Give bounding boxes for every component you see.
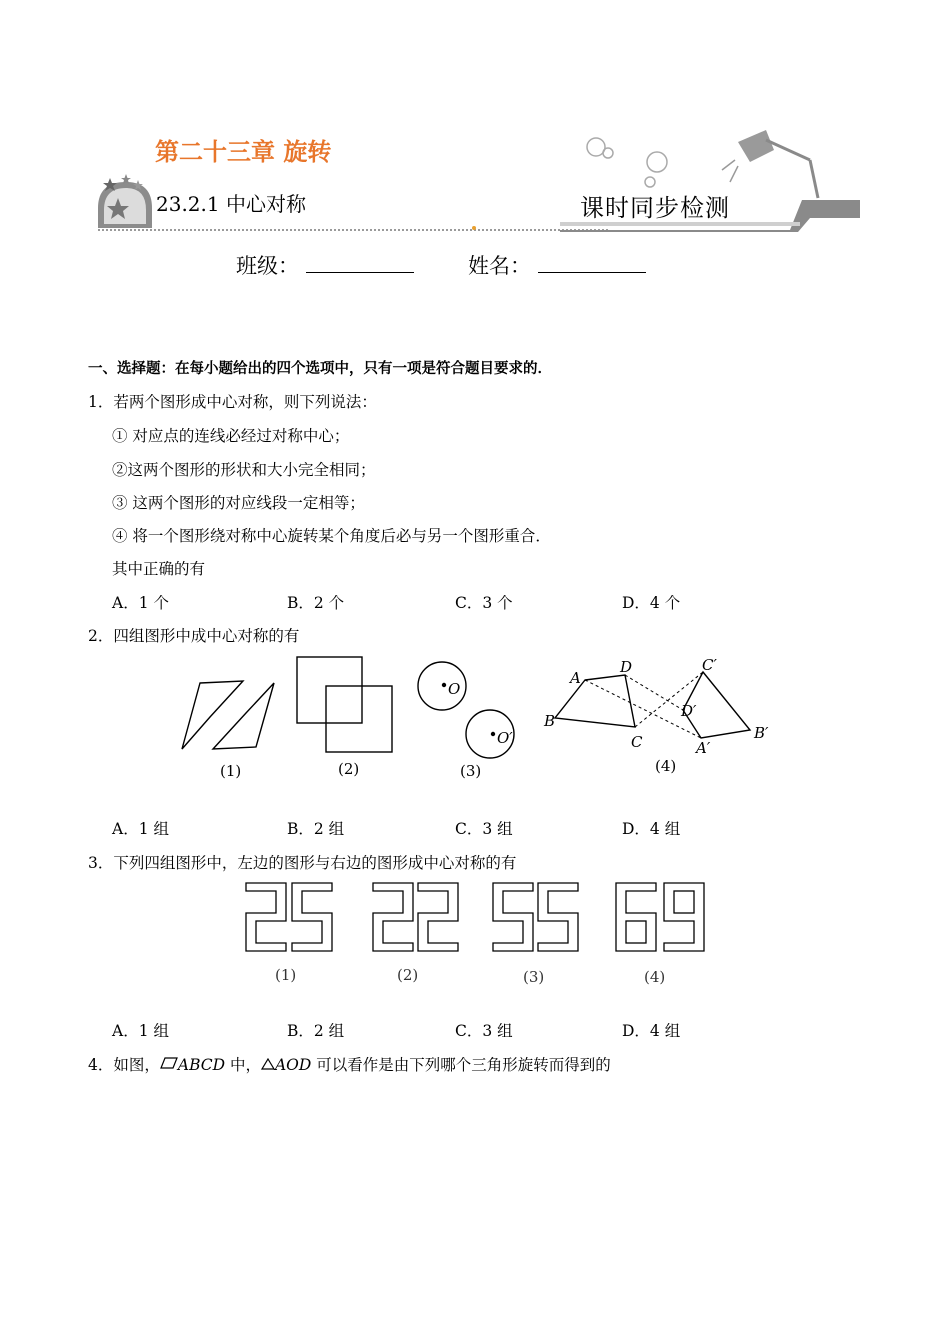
q2-fig4-quadrilaterals bbox=[555, 672, 750, 738]
q1-item: ②这两个图形的形状和大小完全相同； bbox=[112, 461, 376, 479]
class-field bbox=[236, 250, 414, 280]
q1-stem: 1．若两个图形成中心对称，则下列说法： bbox=[88, 393, 377, 411]
star-badge-icon bbox=[98, 174, 152, 228]
q2-caption-2: (2) bbox=[338, 760, 360, 778]
q3-caption-1: (1) bbox=[275, 966, 297, 984]
q1-option-d[interactable]: D．4 个 bbox=[622, 594, 681, 612]
triangle-icon bbox=[261, 1058, 275, 1070]
q2-option-d[interactable]: D．4 组 bbox=[622, 820, 681, 838]
q2-fig2-squares bbox=[297, 657, 392, 752]
q2-point-o2 bbox=[491, 732, 495, 736]
q2-option-a[interactable]: A．1 组 bbox=[112, 820, 169, 838]
q2-caption-3: (3) bbox=[460, 762, 482, 780]
q1-option-b[interactable]: B．2 个 bbox=[287, 594, 345, 612]
q2-label-a2: A′ bbox=[696, 739, 711, 757]
sync-label: 课时同步检测 bbox=[580, 194, 730, 222]
q2-label-o2: O′ bbox=[497, 729, 513, 747]
q2-option-c[interactable]: C．3 组 bbox=[455, 820, 513, 838]
q1-tail: 其中正确的有 bbox=[112, 560, 206, 578]
q4-triangle-name: AOD bbox=[274, 1056, 312, 1074]
q2-label-d: D bbox=[620, 658, 633, 676]
q3-caption-4: (4) bbox=[644, 968, 666, 986]
part-heading: 一、选择题：在每小题给出的四个选项中，只有一项是符合题目要求的． bbox=[88, 361, 552, 377]
section-title: 23.2.1 中心对称 bbox=[156, 192, 306, 216]
q3-option-d[interactable]: D．4 组 bbox=[622, 1022, 681, 1040]
q1-item: ③ 这两个图形的对应线段一定相等； bbox=[112, 494, 365, 512]
q1-item: ④ 将一个图形绕对称中心旋转某个角度后必与另一个图形重合． bbox=[112, 527, 551, 545]
q3-fig2-22 bbox=[373, 883, 458, 951]
q2-label-b: B bbox=[544, 712, 556, 730]
q2-caption-4: (4) bbox=[655, 757, 677, 775]
q3-option-b[interactable]: B．2 组 bbox=[287, 1022, 345, 1040]
q3-fig3-55 bbox=[493, 883, 578, 951]
q2-label-b2: B′ bbox=[754, 724, 769, 742]
q3-caption-2: (2) bbox=[397, 966, 419, 984]
parallelogram-icon bbox=[160, 1057, 178, 1069]
name-field bbox=[468, 250, 646, 280]
q2-point-o bbox=[442, 683, 446, 687]
q2-label-a: A bbox=[570, 669, 581, 687]
q3-fig1-25 bbox=[246, 883, 332, 951]
q4-parallelogram-name: ABCD bbox=[177, 1056, 226, 1074]
q4-stem bbox=[88, 1053, 611, 1075]
q1-option-a[interactable]: A．1 个 bbox=[112, 594, 169, 612]
q2-option-b[interactable]: B．2 组 bbox=[287, 820, 345, 838]
q4-mid: 中， bbox=[225, 1056, 261, 1074]
q2-label-c2: C′ bbox=[702, 656, 717, 674]
q3-fig4-69 bbox=[616, 883, 704, 951]
q2-label-c: C bbox=[631, 733, 643, 751]
q3-caption-3: (3) bbox=[523, 968, 545, 986]
name-blank[interactable] bbox=[538, 252, 646, 273]
q2-caption-1: (1) bbox=[220, 762, 242, 780]
q3-figures bbox=[240, 880, 720, 990]
q1-option-c[interactable]: C．3 个 bbox=[455, 594, 513, 612]
q3-option-a[interactable]: A．1 组 bbox=[112, 1022, 169, 1040]
q4-prefix: 4．如图， bbox=[88, 1056, 160, 1074]
q2-label-d2: D′ bbox=[681, 702, 697, 720]
name-label: 姓名： bbox=[468, 254, 531, 278]
class-blank[interactable] bbox=[306, 252, 414, 273]
q2-label-o: O bbox=[448, 680, 461, 698]
desk-lamp-icon bbox=[722, 130, 818, 198]
q1-item: ① 对应点的连线必经过对称中心； bbox=[112, 427, 350, 445]
q3-stem: 3．下列四组图形中，左边的图形与右边的图形成中心对称的有 bbox=[88, 854, 517, 872]
q4-suffix: 可以看作是由下列哪个三角形旋转而得到的 bbox=[311, 1056, 611, 1074]
q3-option-c[interactable]: C．3 组 bbox=[455, 1022, 513, 1040]
class-label: 班级： bbox=[236, 254, 299, 278]
q2-fig1-parallelograms bbox=[182, 681, 274, 749]
chapter-title: 第二十三章 旋转 bbox=[155, 138, 332, 166]
q2-stem: 2．四组图形中成中心对称的有 bbox=[88, 627, 300, 645]
q2-figures bbox=[170, 650, 790, 790]
